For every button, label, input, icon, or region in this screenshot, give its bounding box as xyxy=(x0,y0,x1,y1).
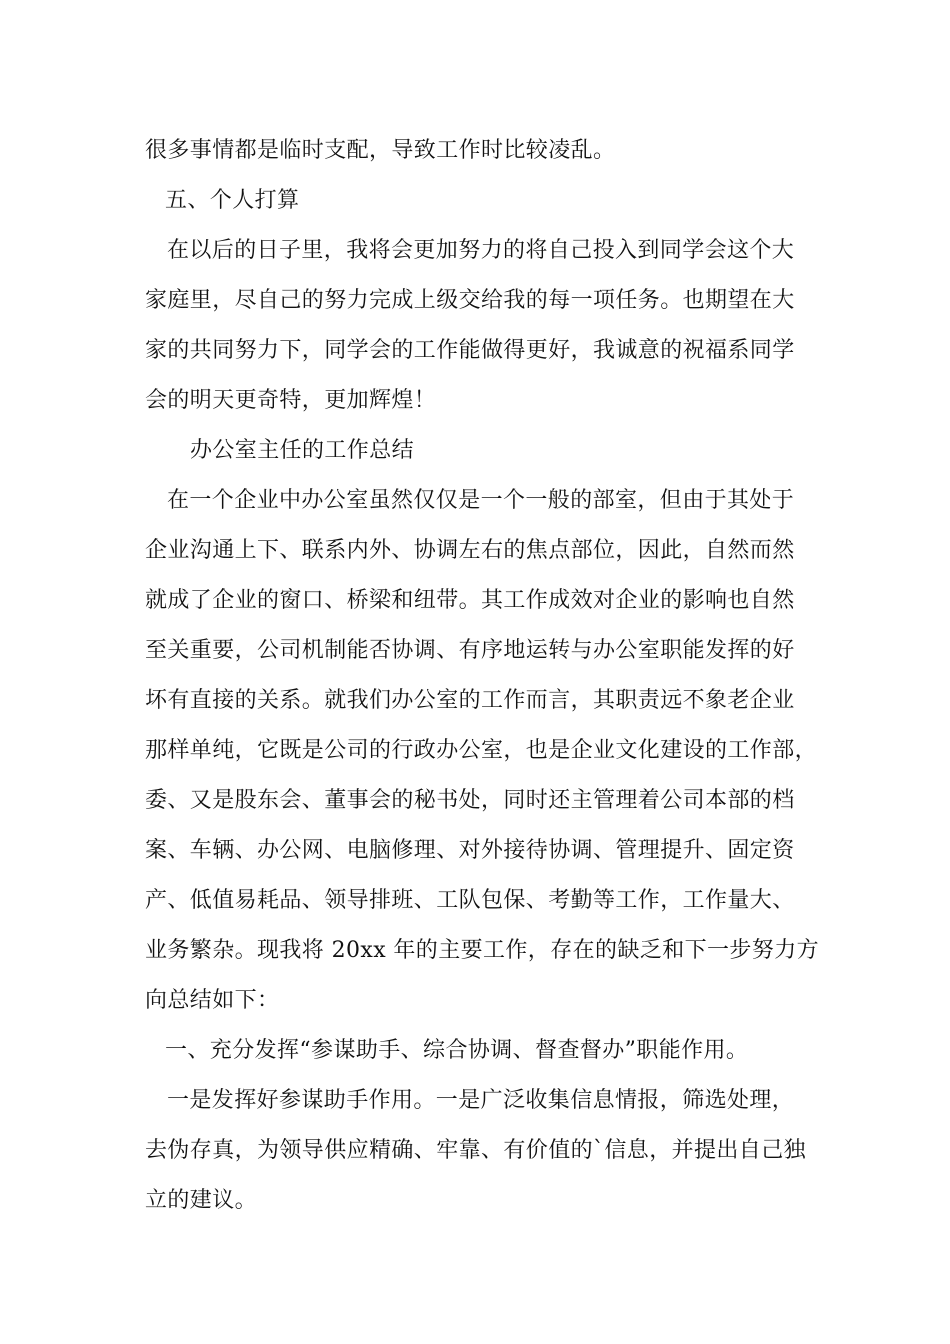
body-line: 家的共同努力下，同学会的工作能做得更好，我诚意的祝福系同学 xyxy=(145,338,795,363)
body-line: 至关重要，公司机制能否协调、有序地运转与办公室职能发挥的好 xyxy=(145,638,795,663)
document-title: 办公室主任的工作总结 xyxy=(190,438,415,463)
body-line: 很多事情都是临时支配，导致工作时比较凌乱。 xyxy=(145,138,616,163)
body-line: 一是发挥好参谋助手作用。一是广泛收集信息情报，筛选处理， xyxy=(167,1088,795,1113)
body-line: 会的明天更奇特，更加辉煌！ xyxy=(145,388,437,413)
body-line: 家庭里，尽自己的努力完成上级交给我的每一项任务。也期望在大 xyxy=(145,288,795,313)
body-line: 就成了企业的窗口、桥梁和纽带。其工作成效对企业的影响也自然 xyxy=(145,588,795,613)
section-heading: 五、个人打算 xyxy=(165,188,300,213)
body-line: 向总结如下： xyxy=(145,988,280,1013)
body-line: 那样单纯，它既是公司的行政办公室，也是企业文化建设的工作部， xyxy=(145,738,818,763)
body-line: 企业沟通上下、联系内外、协调左右的焦点部位，因此，自然而然 xyxy=(145,538,795,563)
body-line: 在一个企业中办公室虽然仅仅是一个一般的部室，但由于其处于 xyxy=(167,488,795,513)
body-line: 案、车辆、办公网、电脑修理、对外接待协调、管理提升、固定资 xyxy=(145,838,795,863)
body-line: 坏有直接的关系。就我们办公室的工作而言，其职责远不象老企业 xyxy=(145,688,795,713)
body-line: 产、低值易耗品、领导排班、工队包保、考勤等工作，工作量大、 xyxy=(145,888,795,913)
section-heading: 一、充分发挥“参谋助手、综合协调、督查督办”职能作用。 xyxy=(165,1038,749,1063)
body-line: 立的建议。 xyxy=(145,1188,258,1213)
body-line: 在以后的日子里，我将会更加努力的将自己投入到同学会这个大 xyxy=(167,238,795,263)
body-line: 去伪存真，为领导供应精确、牢靠、有价值的`信息，并提出自己独 xyxy=(145,1138,807,1163)
body-line: 业务繁杂。现我将 20xx 年的主要工作，存在的缺乏和下一步努力方 xyxy=(145,938,819,963)
body-line: 委、又是股东会、董事会的秘书处，同时还主管理着公司本部的档 xyxy=(145,788,795,813)
